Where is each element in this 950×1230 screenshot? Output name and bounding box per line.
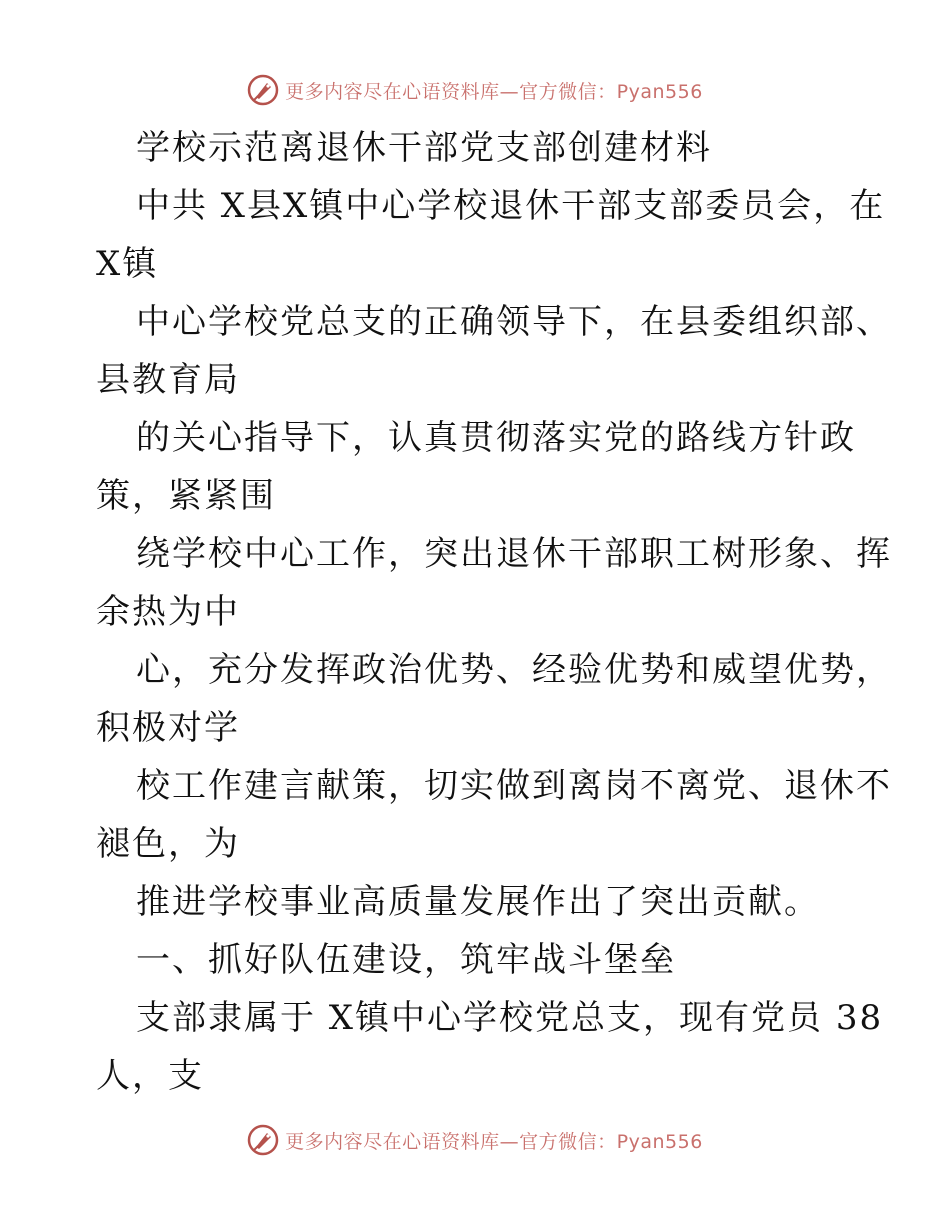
paragraph-line: X镇 — [96, 244, 159, 284]
pen-nib-logo-icon — [247, 1124, 279, 1156]
paragraph-line: 校工作建言献策，切实做到离岗不离党、退休不 — [136, 766, 892, 806]
paragraph-line: 支部隶属于 X镇中心学校党总支，现有党员 38 — [136, 998, 884, 1038]
header-watermark — [0, 70, 950, 110]
paragraph-line: 褪色，为 — [96, 824, 240, 864]
paragraph-line: 心，充分发挥政治优势、经验优势和威望优势， — [136, 650, 892, 690]
pen-nib-logo-icon — [247, 74, 279, 106]
paragraph-line: 余热为中 — [96, 592, 240, 632]
paragraph-line: 绕学校中心工作，突出退休干部职工树形象、挥 — [136, 534, 892, 574]
document-title: 学校示范离退休干部党支部创建材料 — [136, 128, 712, 168]
section-heading: 一、抓好队伍建设，筑牢战斗堡垒 — [136, 940, 676, 980]
paragraph-line: 县教育局 — [96, 360, 240, 400]
paragraph-line: 中共 X县X镇中心学校退休干部支部委员会，在 — [136, 186, 886, 226]
paragraph-line: 人，支 — [96, 1056, 204, 1096]
paragraph-line: 策，紧紧围 — [96, 476, 276, 516]
watermark-text: 更多内容尽在心语资料库—官方微信：Pyan556 — [285, 1130, 703, 1153]
footer-watermark — [0, 1120, 950, 1160]
paragraph-line: 积极对学 — [96, 708, 240, 748]
paragraph-line: 推进学校事业高质量发展作出了突出贡献。 — [136, 882, 820, 922]
paragraph-line: 的关心指导下，认真贯彻落实党的路线方针政 — [136, 418, 856, 458]
watermark-text: 更多内容尽在心语资料库—官方微信：Pyan556 — [285, 80, 703, 103]
paragraph-line: 中心学校党总支的正确领导下，在县委组织部、 — [136, 302, 892, 342]
